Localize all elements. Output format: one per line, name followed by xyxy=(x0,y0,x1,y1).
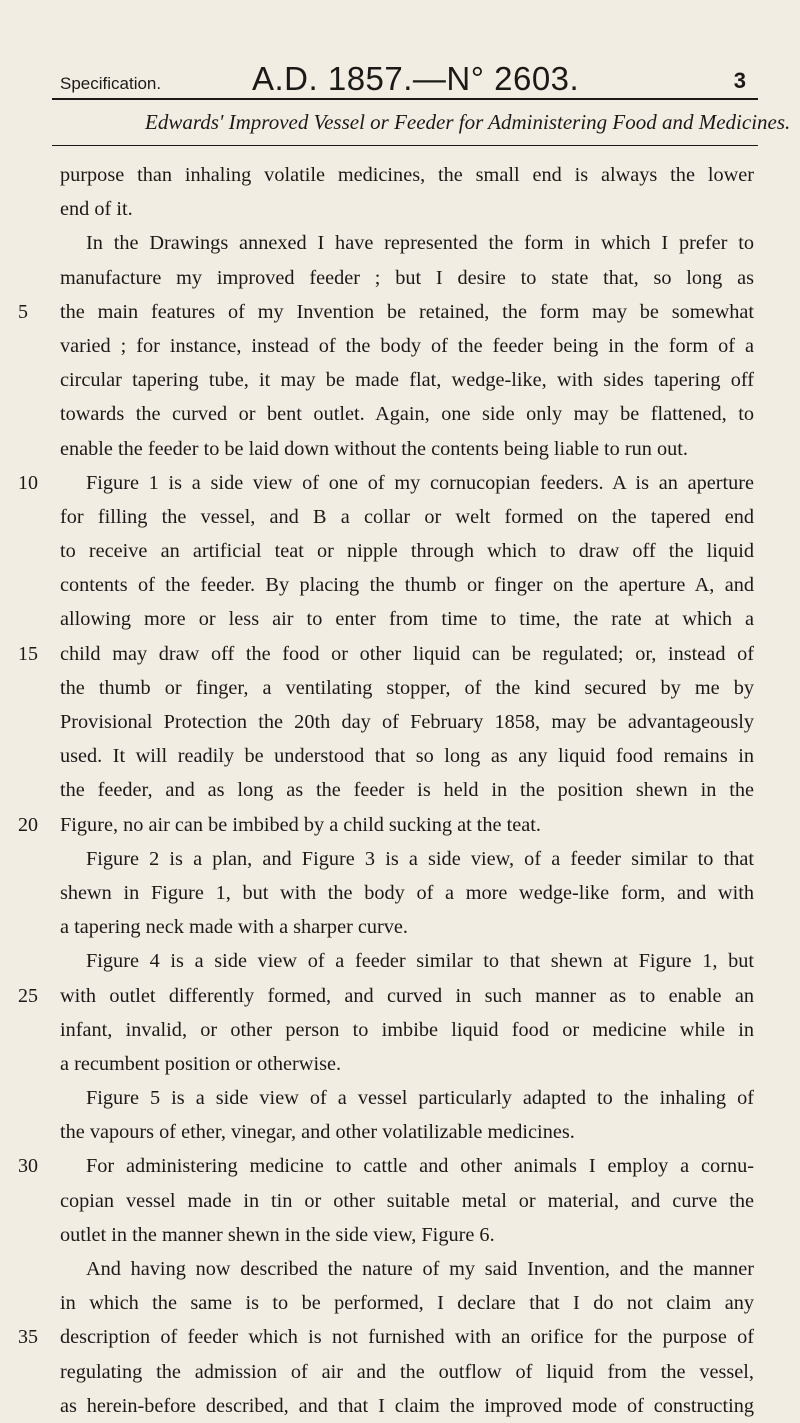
text-line xyxy=(0,1320,800,1354)
text-line xyxy=(0,1149,800,1183)
line-number: 5 xyxy=(18,300,28,323)
line-text: in which the same is to be performed, I declare that I do not claim any xyxy=(60,1292,754,1315)
line-text: contents of the feeder. By placing the thumb or finger on the aperture A, and xyxy=(60,574,754,597)
line-text: shewn in Figure 1, but with the body of a more wedge-like form, and with xyxy=(60,881,754,904)
line-text: In the Drawings annexed I have represented the form in which I prefer to xyxy=(86,232,754,255)
line-text: end of it. xyxy=(60,198,133,221)
line-text: regulating the admission of air and the outflow of liquid from the vessel, xyxy=(60,1360,754,1383)
line-text: as herein-before described, and that I claim the improved mode of constructing xyxy=(60,1394,754,1417)
line-text: copian vessel made in tin or other suitable metal or material, and curve the xyxy=(60,1189,754,1212)
line-text: purpose than inhaling volatile medicines, the small end is always the lower xyxy=(60,164,754,186)
line-text: with outlet differently formed, and curved in such manner as to enable an xyxy=(60,984,754,1007)
line-text: description of feeder which is not furnished with an orifice for the purpose of xyxy=(60,1326,754,1349)
text-line xyxy=(0,261,800,295)
line-text: infant, invalid, or other person to imbibe liquid food or medicine while in xyxy=(60,1018,754,1041)
text-line xyxy=(0,1013,800,1047)
line-number: 30 xyxy=(18,1155,38,1178)
text-line xyxy=(0,1286,800,1320)
header-rule xyxy=(52,98,758,100)
text-line xyxy=(0,944,800,978)
text-line xyxy=(0,500,800,534)
line-number: 15 xyxy=(18,642,38,665)
line-text: child may draw off the food or other liquid can be regulated; or, instead of xyxy=(60,642,754,665)
text-line xyxy=(0,397,800,431)
line-number: 20 xyxy=(18,813,38,836)
line-text: for filling the vessel, and B a collar or welt formed on the tapered end xyxy=(60,505,754,528)
text-line xyxy=(0,363,800,397)
subtitle-rule xyxy=(52,145,758,146)
text-line xyxy=(0,329,800,363)
text-line xyxy=(0,979,800,1013)
text-line xyxy=(0,1115,800,1149)
text-line xyxy=(0,158,800,192)
body-text xyxy=(0,158,800,1423)
line-text: allowing more or less air to enter from time to time, the rate at which a xyxy=(60,608,754,631)
text-line xyxy=(0,1218,800,1252)
text-line xyxy=(0,842,800,876)
line-text: For administering medicine to cattle and other animals I employ a cornu- xyxy=(86,1155,754,1178)
text-line xyxy=(0,295,800,329)
line-text: Figure 1 is a side view of one of my cornucopian feeders. A is an aperture xyxy=(86,471,754,494)
specification-label: Specification. xyxy=(60,74,162,93)
line-text: the thumb or finger, a ventilating stopper, of the kind secured by me by xyxy=(60,676,754,699)
text-line xyxy=(0,1389,800,1423)
text-line xyxy=(0,1081,800,1115)
text-line xyxy=(0,1184,800,1218)
line-text: used. It will readily be understood that so long as any liquid food remains in xyxy=(60,745,754,768)
page-header xyxy=(52,60,762,100)
line-text: Figure 4 is a side view of a feeder similar to that shewn at Figure 1, but xyxy=(86,950,754,973)
line-text: a recumbent position or otherwise. xyxy=(60,1052,342,1075)
text-line xyxy=(0,466,800,500)
text-line xyxy=(0,1047,800,1081)
line-text: Provisional Protection the 20th day of February 1858, may be advantageously xyxy=(60,711,754,733)
line-number: 35 xyxy=(18,1326,38,1349)
line-text: the main features of my Invention be retained, the form may be somewhat xyxy=(60,300,754,323)
line-text: to receive an artificial teat or nipple through which to draw off the liquid xyxy=(60,540,754,563)
text-line xyxy=(0,226,800,260)
line-text: the feeder, and as long as the feeder is held in the position shewn in the xyxy=(60,779,754,802)
text-line xyxy=(0,568,800,602)
line-text: outlet in the manner shewn in the side view, Figure 6. xyxy=(60,1223,495,1246)
text-line xyxy=(0,1355,800,1389)
line-text: And having now described the nature of my said Invention, and the manner xyxy=(86,1258,754,1280)
line-text: a tapering neck made with a sharper curve. xyxy=(60,916,408,939)
line-text: varied ; for instance, instead of the body of the feeder being in the form of a xyxy=(60,334,754,357)
line-text: Figure 5 is a side view of a vessel particularly adapted to the inhaling of xyxy=(86,1087,754,1110)
text-line xyxy=(0,637,800,671)
line-number: 25 xyxy=(18,984,38,1007)
line-text: the vapours of ether, vinegar, and other volatilizable medicines. xyxy=(60,1121,575,1144)
line-text: Figure 2 is a plan, and Figure 3 is a side view, of a feeder similar to that xyxy=(86,847,754,870)
text-line xyxy=(0,705,800,739)
patent-title: A.D. 1857.—N° 2603. xyxy=(252,60,580,97)
text-line xyxy=(0,808,800,842)
text-line xyxy=(0,671,800,705)
line-text: circular tapering tube, it may be made flat, wedge-like, with sides tapering off xyxy=(60,369,754,392)
running-subtitle: Edwards' Improved Vessel or Feeder for Administering Food and Medicines. xyxy=(145,110,791,134)
text-line xyxy=(0,534,800,568)
line-text: towards the curved or bent outlet. Again, one side only may be flattened, to xyxy=(60,403,754,426)
text-line xyxy=(0,876,800,910)
line-text: Figure, no air can be imbibed by a child sucking at the teat. xyxy=(60,813,541,836)
text-line xyxy=(0,910,800,944)
text-line xyxy=(0,773,800,807)
line-number: 10 xyxy=(18,471,38,494)
text-line xyxy=(0,602,800,636)
line-text: enable the feeder to be laid down without the contents being liable to run out. xyxy=(60,437,688,460)
text-line xyxy=(0,432,800,466)
text-line xyxy=(0,1252,800,1286)
page-number: 3 xyxy=(733,68,746,93)
line-text: manufacture my improved feeder ; but I desire to state that, so long as xyxy=(60,266,754,289)
text-line xyxy=(0,739,800,773)
text-line xyxy=(0,192,800,226)
